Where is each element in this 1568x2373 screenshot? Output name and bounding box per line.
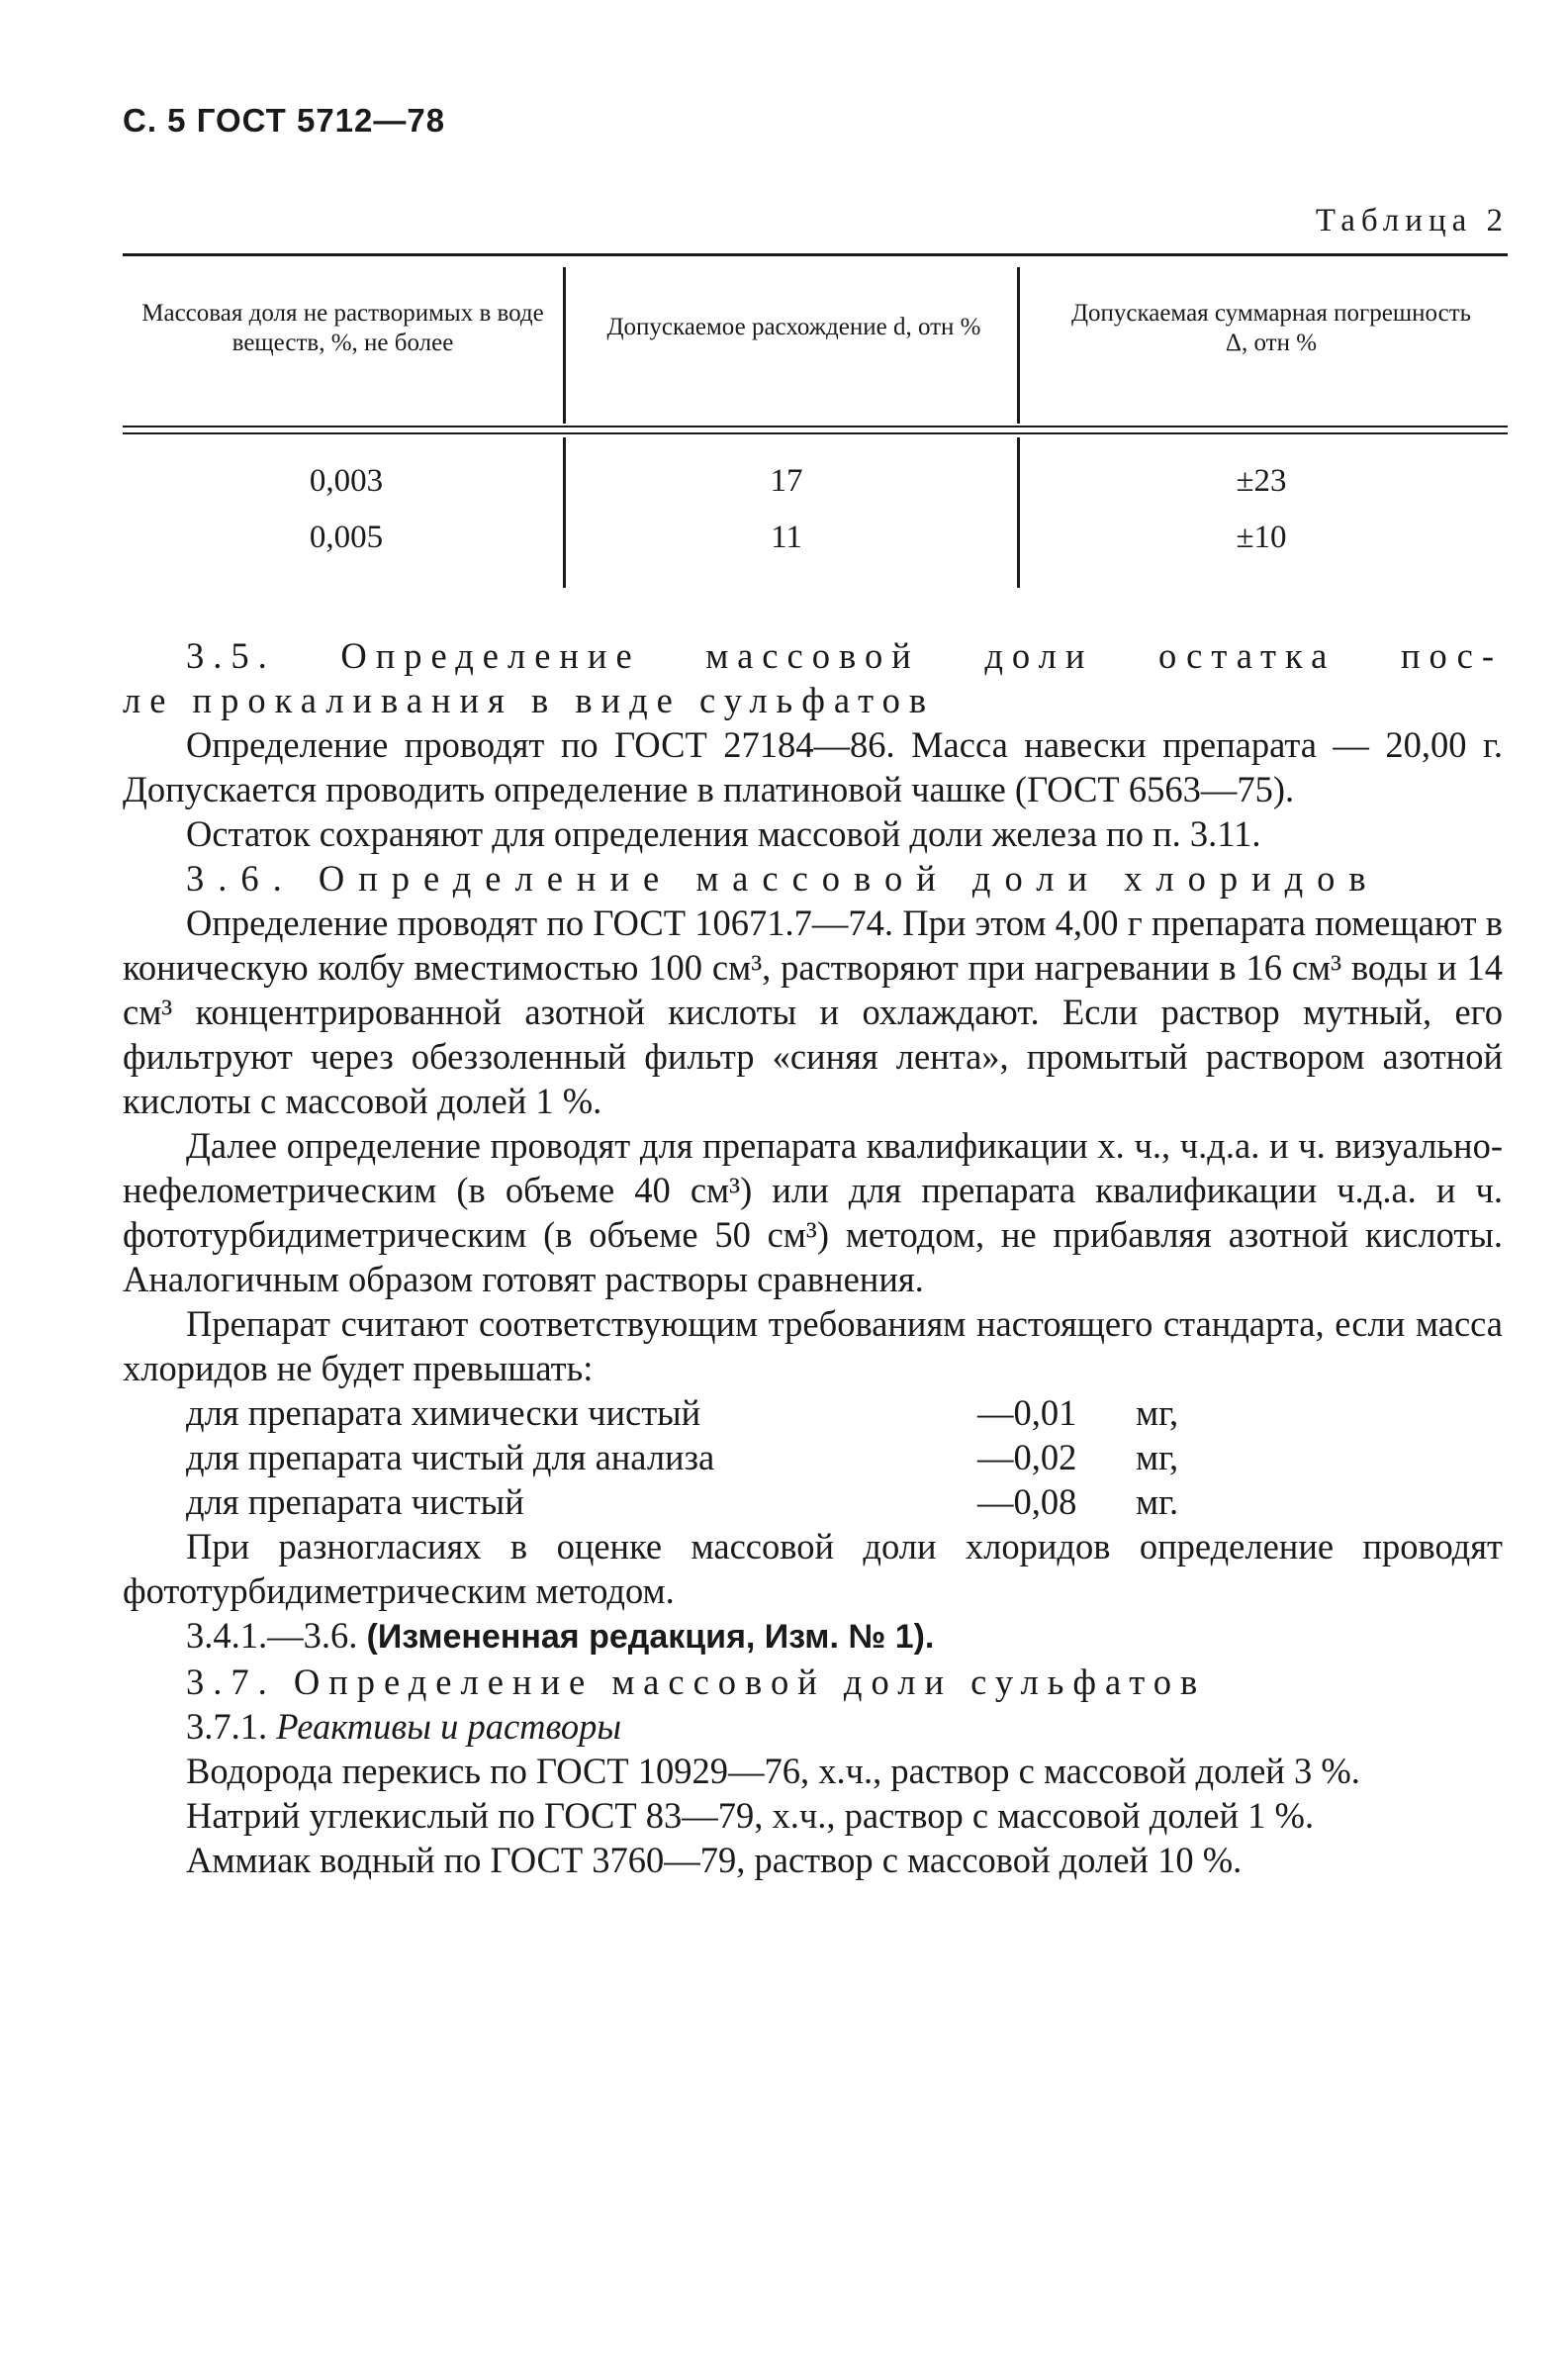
paragraph: Определение проводят по ГОСТ 27184—86. Масса навески препарата — 20,00 г. Допускается проводить определение в платиновой чашке (ГОСТ 6563—75). xyxy=(123,724,1503,809)
subsection-title: Реактивы и растворы xyxy=(276,1706,622,1747)
limit-name: для препарата чистый для анализа xyxy=(186,1437,715,1477)
paragraph: Препарат считают соответствующим требованиям настоящего стандарта, если масса хлоридов не будет превышать: xyxy=(123,1303,1503,1388)
list-item xyxy=(186,1435,1503,1479)
paragraph: Остаток сохраняют для определения массовой доли железа по п. 3.11. xyxy=(186,813,1261,854)
amendment-number: 3.4.1.—3.6. xyxy=(186,1615,358,1656)
table-vline xyxy=(563,267,566,424)
table-label: Таблица 2 xyxy=(1315,203,1509,238)
amendment-text: (Измененная редакция, Изм. № 1). xyxy=(366,1618,935,1656)
section-heading: 3.6. Определение массовой доли хлоридов xyxy=(186,858,1380,899)
paragraph: Далее определение проводят для препарата квалификации х. ч., ч.д.а. и ч. визуально-нефелометрическим (в объеме 40 см³) или для препарата квалификации ч.д.а. и ч. фототурбидиметрическим (в объеме 50 см³) методом, не прибавляя азотной кислоты. Аналогичным образом готовят растворы сравнения. xyxy=(123,1125,1503,1299)
paragraph: Натрий углекислый по ГОСТ 83—79, х.ч., раствор с массовой долей 1 %. xyxy=(186,1795,1315,1836)
limit-unit: мг, xyxy=(1136,1437,1179,1477)
table-vline xyxy=(1017,437,1020,588)
paragraph: Определение проводят по ГОСТ 10671.7—74. При этом 4,00 г препарата помещают в коническую колбу вместимостью 100 см³, растворяют при нагревании в 16 см³ воды и 14 см³ концентрированной азотной кислоты и охлаждают. Если раствор мутный, его фильтруют через обеззоленный фильтр «синяя лента», промытый раствором азотной кислоты с массовой долей 1 %. xyxy=(123,902,1503,1121)
limit-name: для препарата чистый xyxy=(186,1481,524,1522)
limit-value: —0,02 xyxy=(977,1437,1077,1477)
table-header-rule-2 xyxy=(123,432,1508,434)
table-cell: 0,003 xyxy=(309,463,384,499)
limit-value: —0,08 xyxy=(977,1481,1077,1522)
table-cell: 11 xyxy=(771,520,802,555)
paragraph: Водорода перекись по ГОСТ 10929—76, х.ч., раствор с массовой долей 3 %. xyxy=(186,1751,1360,1791)
limit-unit: мг. xyxy=(1136,1481,1179,1522)
section-heading: ле прокаливания в виде сульфатов xyxy=(123,680,936,720)
document-body xyxy=(123,633,1503,1882)
subsection-number: 3.7.1. xyxy=(186,1706,268,1747)
page-header: С. 5 ГОСТ 5712—78 xyxy=(123,102,446,139)
limit-unit: мг, xyxy=(1136,1392,1179,1433)
list-item xyxy=(186,1479,1503,1524)
amendment-note xyxy=(123,1613,1503,1660)
table-header-cell: Допускаемое расхождение d, отн % xyxy=(606,314,981,340)
paragraph: Аммиак водный по ГОСТ 3760—79, раствор с массовой долей 10 %. xyxy=(186,1840,1243,1880)
section-heading: 3.7. Определение массовой доли сульфатов xyxy=(186,1661,1207,1702)
table-cell: 0,005 xyxy=(309,520,384,555)
limit-name: для препарата химически чистый xyxy=(186,1392,701,1433)
table-cell: ±23 xyxy=(1236,463,1287,499)
limits-list xyxy=(186,1390,1503,1524)
subsection-heading xyxy=(123,1704,1503,1749)
table-header-rule-1 xyxy=(123,426,1508,427)
table-header-cell: Допускаемая суммарная погрешность Δ, отн % xyxy=(1070,300,1472,356)
table-vline xyxy=(563,437,566,588)
table-vline xyxy=(1017,267,1020,424)
table-top-rule xyxy=(123,253,1508,256)
table-cell: 17 xyxy=(770,463,803,499)
paragraph: При разногласиях в оценке массовой доли хлоридов определение проводят фототурбидиметрическим методом. xyxy=(123,1526,1503,1611)
table-header-cell: Массовая доля не растворимых в воде веществ, %, не более xyxy=(141,300,544,356)
list-item xyxy=(186,1390,1503,1435)
section-heading: 3.5. Определение массовой доли остатка пос- xyxy=(186,635,1503,676)
table-cell: ±10 xyxy=(1236,520,1287,555)
limit-value: —0,01 xyxy=(977,1392,1077,1433)
